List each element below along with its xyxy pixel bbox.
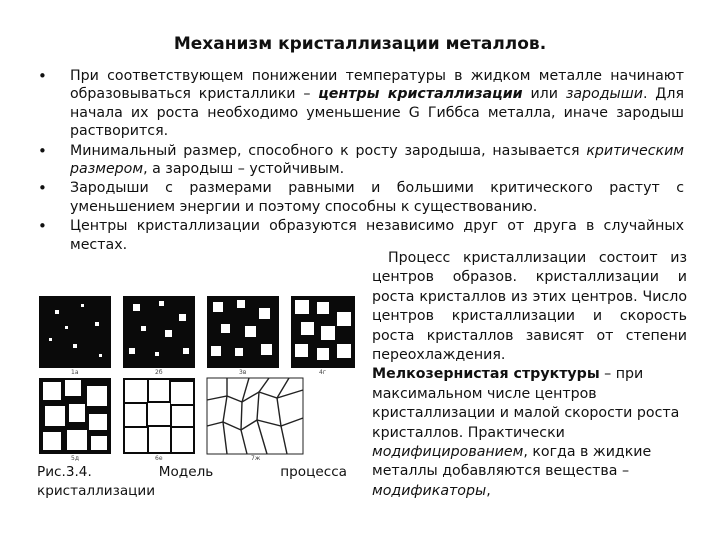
bullet-list bbox=[38, 67, 684, 255]
bullet-text: . Для начала их роста необходимо уменьшение G Гиббса металла, иначе зародыш растворится. bbox=[70, 86, 684, 140]
panel-label: 1а bbox=[71, 369, 79, 376]
bullet-item bbox=[38, 179, 684, 216]
term-modifiers: модификаторы bbox=[372, 482, 487, 499]
bullet-text: Центры кристаллизации образуются независимо друг от друга в случайных местах. bbox=[70, 218, 684, 253]
panel-label: 7ж bbox=[251, 455, 261, 462]
panel-label: 4г bbox=[319, 369, 326, 376]
term-modification: модифицированием bbox=[372, 444, 524, 461]
stage-panel-2 bbox=[123, 296, 195, 368]
bullet-text: При соответствующем понижении температуры в жидком металле начинают образовываться кристаллики – bbox=[70, 68, 684, 103]
bullet-text: , а зародыш – устойчивым. bbox=[143, 161, 345, 178]
bullet-item bbox=[38, 67, 684, 141]
term-nuclei: зародыши bbox=[565, 86, 643, 103]
side-paragraph-2 bbox=[372, 365, 687, 501]
panel-label: 3в bbox=[239, 369, 247, 376]
stage-panel-5 bbox=[39, 378, 111, 454]
term-critical-size: критическим размером bbox=[70, 142, 684, 178]
figure-caption bbox=[37, 463, 347, 501]
panel-label: 2б bbox=[155, 369, 163, 376]
stage-panel-6 bbox=[123, 378, 195, 454]
stage-panel-7 bbox=[207, 378, 303, 454]
term-fine-grained: Мелкозернистая структуры bbox=[372, 366, 600, 383]
bullet-text: Минимальный размер, способного к росту зародыша, называется bbox=[70, 142, 587, 159]
stage-panel-4 bbox=[291, 296, 355, 368]
side-text: – при максимальном числе центров кристаллизации и малой скорости роста кристаллов. Практически bbox=[372, 366, 680, 441]
side-text: , bbox=[486, 482, 491, 499]
side-text-block bbox=[372, 249, 687, 501]
caption-line-1 bbox=[37, 463, 347, 482]
panel-label: 5д bbox=[71, 455, 79, 462]
side-text: , когда в жидкие металлы добавляются вещества – bbox=[372, 444, 652, 480]
caption-word: Рис.3.4. bbox=[37, 464, 92, 480]
caption-word: Модель bbox=[158, 464, 214, 480]
slide-title: Механизм кристаллизации металлов. bbox=[173, 34, 547, 54]
caption-word: процесса bbox=[280, 464, 347, 480]
bullet-item bbox=[38, 142, 684, 179]
stage-panel-3 bbox=[207, 296, 279, 368]
bullet-text: или bbox=[522, 86, 566, 103]
term-crystallization-centers: центры кристаллизации bbox=[318, 86, 523, 103]
side-paragraph-1: Процесс кристаллизации состоит из центров образов. кристаллизации и роста кристаллов из этих центров. Число центров кристаллизации и скорость роста кристаллов зависят от степени переохлаждения. bbox=[372, 250, 687, 364]
crystallization-model-figure bbox=[37, 292, 357, 462]
caption-line-2: кристаллизации bbox=[37, 483, 156, 499]
panel-label: 6е bbox=[155, 455, 163, 462]
stage-panel-1 bbox=[39, 296, 111, 368]
bullet-text: Зародыши с размерами равными и большими критического растут с уменьшением энергии и поэтому способны к существованию. bbox=[70, 180, 684, 215]
